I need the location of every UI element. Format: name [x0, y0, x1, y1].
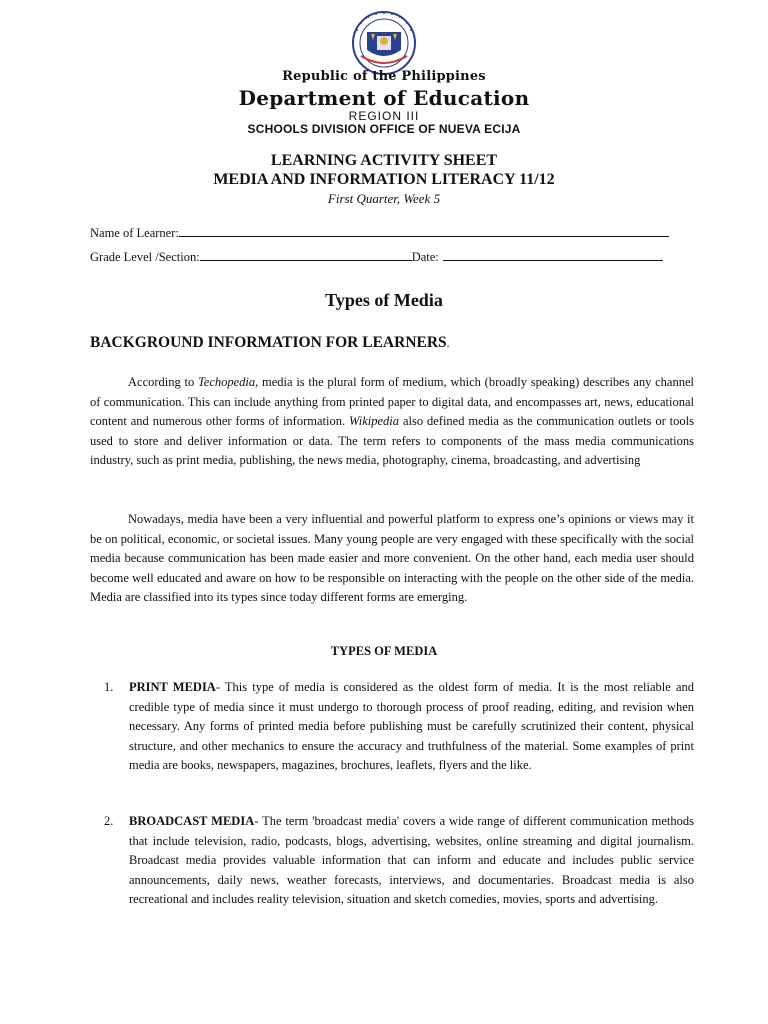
list-item-number: 1.: [104, 680, 114, 694]
types-of-media-title: Types of Media: [325, 290, 443, 310]
source-techopedia: Techopedia: [197, 375, 256, 389]
date-label: Date:: [411, 250, 439, 264]
name-of-learner-field[interactable]: [90, 223, 669, 241]
grade-section-date-field[interactable]: [90, 247, 663, 265]
list-item-text: - The term 'broadcast media' covers a wide range of different communication methods that include television, radio, podcasts, blogs, advertising, websites, online streaming and digital journalism. Broadcast media provides valuable information that can inform and educate and includes public service announcements, daily news, weather forecasts, interviews, and documentaries. Broadcast media is also recreational and includes reality television, situation and sketch comedies, movies, sports and advertising.: [129, 814, 694, 907]
sheet-title: LEARNING ACTIVITY SHEET: [270, 152, 498, 169]
deped-seal-logo: [341, 10, 427, 76]
date-blank-line[interactable]: [443, 247, 663, 261]
name-label: Name of Learner:: [90, 226, 179, 240]
quarter-week: First Quarter, Week 5: [327, 191, 441, 206]
background-paragraph-2: Nowadays, media have been a very influential and powerful platform to express one’s opinions or views may it be on political, economic, or societal issues. Many young people are very engaged with these specifically with the social media because communication has been made easier and more convenient. On the other hand, each media user should become well educated and aware on how to be responsible on interacting with the people on the other side of the media. Media are classified into its types since today different forms are emerging.: [90, 512, 694, 605]
list-item-text: - This type of media is considered as the oldest form of media. It is the most reliable and credible type of media since it must undergo to thorough process of proof reading, editing, and revision when necessary. Any forms of printed media before publishing must be carefully scrutinized their content, physical structure, and other mechanics to ensure the accuracy and truthfulness of the material. Some examples of print media are books, newspapers, magazines, brochures, leaflets, flyers and the like.: [129, 680, 694, 773]
background-paragraph-1: According to Techopedia, media is the plural form of medium, which (broadly speaking) describes any channel of communication. This can include anything from printed paper to digital data, and encompasses art, news, educational content and numerous other forms of information. Wikipedia also defined media as the communication outlets or tools used to store and deliver information or data. The term refers to components of the mass media communications industry, such as print media, publishing, the news media, photography, cinema, broadcasting, and advertising: [90, 375, 695, 468]
name-blank-line[interactable]: [179, 223, 669, 237]
subject-title: MEDIA AND INFORMATION LITERACY 11/12: [213, 171, 555, 188]
list-item-term: BROADCAST MEDIA: [129, 814, 255, 828]
grade-blank-line[interactable]: [200, 247, 412, 261]
department-heading: Department of Education: [238, 86, 530, 110]
region-heading: REGION III: [348, 109, 420, 123]
division-heading: SCHOOLS DIVISION OFFICE OF NUEVA ECIJA: [247, 122, 521, 136]
types-of-media-heading: TYPES OF MEDIA: [330, 644, 438, 658]
list-item-number: 2.: [104, 814, 114, 828]
grade-label: Grade Level /Section:: [90, 250, 200, 264]
background-heading: BACKGROUND INFORMATION FOR LEARNERS.: [90, 334, 450, 351]
list-item: [104, 812, 694, 910]
source-wikipedia: Wikipedia: [349, 414, 400, 429]
republic-heading: Republic of the Philippines: [282, 69, 486, 84]
list-item-term: PRINT MEDIA: [129, 680, 216, 694]
list-item: [104, 678, 694, 776]
